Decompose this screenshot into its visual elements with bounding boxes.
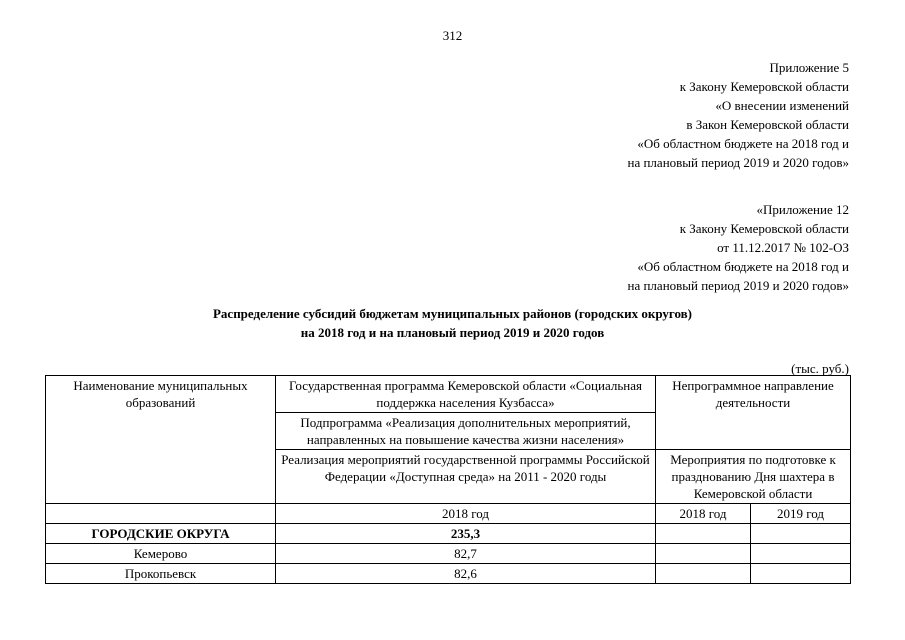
subsidy-table: [45, 375, 851, 584]
annex-line: от 11.12.2017 № 102-ОЗ: [717, 240, 849, 255]
annex-line: к Закону Кемеровской области: [679, 79, 849, 94]
annex-line: на плановый период 2019 и 2020 годов»: [627, 155, 849, 170]
header-subprogram: Подпрограмма «Реализация дополнительных мероприятий, направленных на повышение качества жизни населения»: [276, 413, 656, 450]
header-blank: [46, 504, 276, 524]
header-year-2018: 2018 год: [276, 504, 656, 524]
title-line: на 2018 год и на плановый период 2019 и 2020 годов: [300, 325, 605, 340]
document-title: [0, 304, 905, 342]
annex-line: «Приложение 12: [756, 202, 849, 217]
header-activity: Реализация мероприятий государственной программы Российской Федерации «Доступная среда» на 2011 - 2020 годы: [276, 450, 656, 504]
row-value: 82,6: [276, 564, 656, 584]
units-label: (тыс. руб.): [791, 361, 849, 376]
header-year-2018-nonprog: 2018 год: [656, 504, 751, 524]
header-miners-day: Мероприятия по подготовке к празднованию Дня шахтера в Кемеровской области: [656, 450, 851, 504]
header-year-2019: 2019 год: [751, 504, 851, 524]
annex-line: «Об областном бюджете на 2018 год и: [637, 259, 849, 274]
row-name: ГОРОДСКИЕ ОКРУГА: [46, 524, 276, 544]
row-value-2018: [656, 544, 751, 564]
header-program: Государственная программа Кемеровской области «Социальная поддержка населения Кузбасса»: [276, 376, 656, 413]
annex-line: «Об областном бюджете на 2018 год и: [637, 136, 849, 151]
annex-line: в Закон Кемеровской области: [686, 117, 849, 132]
row-value-2018: [656, 564, 751, 584]
row-value-2018: [656, 524, 751, 544]
table-row: [46, 524, 851, 544]
row-value: 82,7: [276, 544, 656, 564]
header-nonprogram: Непрограммное направление деятельности: [656, 376, 851, 450]
page-number: 312: [442, 28, 463, 43]
annex-12-header: [489, 200, 849, 295]
row-name: Кемерово: [46, 544, 276, 564]
row-value-2019: [751, 524, 851, 544]
annex-line: на плановый период 2019 и 2020 годов»: [627, 278, 849, 293]
row-name: Прокопьевск: [46, 564, 276, 584]
annex-5-header: [489, 58, 849, 172]
row-value-2019: [751, 564, 851, 584]
table-row: [46, 564, 851, 584]
annex-line: к Закону Кемеровской области: [679, 221, 849, 236]
header-municipal: Наименование муниципальных образований: [46, 376, 276, 504]
table-row: [46, 544, 851, 564]
annex-line: «О внесении изменений: [715, 98, 849, 113]
title-line: Распределение субсидий бюджетам муниципальных районов (городских округов): [212, 306, 692, 321]
row-value-2019: [751, 544, 851, 564]
annex-line: Приложение 5: [769, 60, 849, 75]
row-value: 235,3: [276, 524, 656, 544]
